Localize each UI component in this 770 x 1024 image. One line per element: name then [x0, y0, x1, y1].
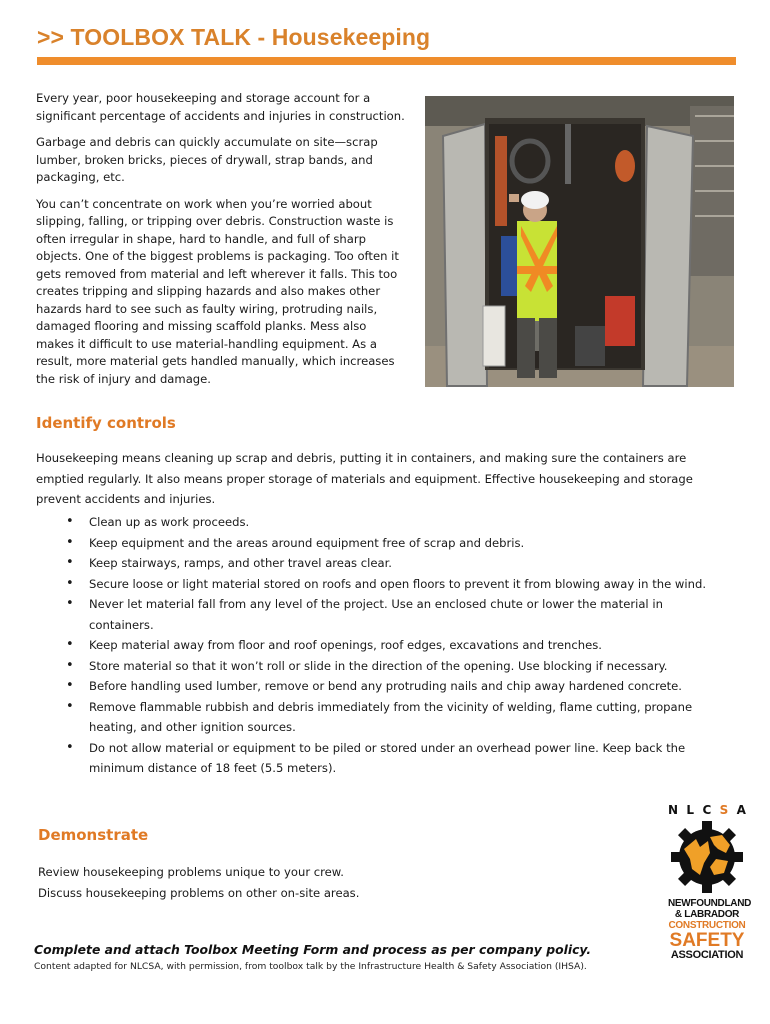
logo-letter: N: [668, 803, 679, 817]
demonstrate-line: Discuss housekeeping problems on other on-site areas.: [38, 885, 360, 900]
bullet-glyph: •: [66, 514, 74, 529]
title-underline-bar: [37, 57, 736, 65]
demonstrate-heading: Demonstrate: [38, 826, 149, 844]
intro-section: [36, 90, 406, 397]
logo-letter: C: [702, 803, 712, 817]
list-item-text: Secure loose or light material stored on roofs and open floors to prevent it from blowing away in the wind.: [89, 576, 706, 591]
list-item: [36, 697, 726, 738]
worker-storage-cabinet-photo: [425, 96, 734, 387]
bullet-glyph: •: [66, 698, 74, 714]
list-item-text: Clean up as work proceeds.: [89, 515, 250, 529]
logo-acronym: [668, 803, 746, 817]
list-item: [36, 553, 726, 574]
bullet-glyph: •: [66, 678, 74, 693]
page-title: >> TOOLBOX TALK - Housekeeping: [37, 24, 431, 50]
intro-paragraph: Every year, poor housekeeping and storage account for a significant percentage of accidents and injuries in construction.: [36, 91, 405, 123]
list-item-text: Keep equipment and the areas around equipment free of scrap and debris.: [89, 535, 525, 550]
intro-paragraph: Garbage and debris can quickly accumulate on site—scrap lumber, broken bricks, pieces of drywall, strap bands, and packaging, etc.: [36, 135, 378, 184]
bullet-glyph: •: [66, 575, 74, 591]
list-item-text: Keep material away from floor and roof openings, roof edges, excavations and trenches.: [89, 638, 602, 652]
list-item-text: Store material so that it won’t roll or slide in the direction of the opening. Use blocking if necessary.: [89, 658, 668, 673]
list-item-text: Remove flammable rubbish and debris immediately from the vicinity of welding, flame cutting, propane heating, and other ignition sources.: [89, 699, 693, 734]
bullet-glyph: •: [66, 637, 74, 652]
nlcsa-logo: [668, 803, 752, 971]
logo-letter: L: [686, 803, 695, 817]
bullet-glyph: •: [66, 739, 74, 755]
intro-paragraph: You can’t concentrate on work when you’re worried about slipping, falling, or tripping over debris. Construction waste is often irregular in shape, hard to handle, and full of sharp objects. One of the biggest problems is packaging. Too often it gets removed from material and left wherever it falls. This too creates tripping and slipping hazards and also makes other hazards hard to see such as faulty wiring, protruding nails, damaged flooring and missing scaffold planks. Mess also makes it difficult to use material-handling equipment. As a result, more material gets handled manually, which increases the risk of injury and damage.: [36, 196, 399, 386]
demonstrate-section: [38, 862, 598, 903]
logo-line: NEWFOUNDLAND: [668, 898, 752, 909]
logo-line: ASSOCIATION: [670, 949, 744, 961]
logo-letter: S: [719, 803, 729, 817]
list-item-text: Keep stairways, ramps, and other travel areas clear.: [89, 556, 392, 570]
list-item: [36, 594, 726, 635]
list-item: [36, 533, 726, 554]
logo-line: CONSTRUCTION: [668, 920, 746, 931]
bullet-glyph: •: [66, 657, 74, 673]
list-item: [36, 738, 726, 779]
logo-wordmark: [668, 898, 752, 961]
identify-controls-heading: Identify controls: [36, 414, 176, 432]
logo-line: SAFETY: [669, 930, 745, 951]
list-item: [36, 656, 726, 677]
list-item-text: Do not allow material or equipment to be piled or stored under an overhead power line. Keep back the minimum distance of 18 feet (5.5 meters).: [89, 740, 686, 775]
bullet-glyph: •: [66, 555, 74, 570]
bullet-glyph: •: [66, 596, 74, 611]
list-item: [36, 512, 726, 533]
logo-letter: A: [736, 803, 746, 817]
footer-attribution: Content adapted for NLCSA, with permission, from toolbox talk by the Infrastructure Health & Safety Association (IHSA).: [34, 961, 587, 972]
list-item: [36, 635, 726, 656]
list-item: [36, 574, 726, 595]
bullet-glyph: •: [66, 534, 74, 550]
gear-map-icon: [670, 819, 744, 895]
list-item-text: Never let material fall from any level of the project. Use an enclosed chute or lower the material in containers.: [89, 597, 663, 632]
list-item: [36, 676, 726, 697]
controls-bullet-list: [36, 512, 726, 779]
list-item-text: Before handling used lumber, remove or bend any protruding nails and chip away hardened concrete.: [89, 679, 682, 693]
demonstrate-line: Review housekeeping problems unique to your crew.: [38, 865, 344, 879]
logo-line: & LABRADOR: [674, 909, 740, 920]
controls-description: Housekeeping means cleaning up scrap and debris, putting it in containers, and making sure the containers are emptied regularly. It also means proper storage of materials and equipment. Effective housekeeping and storage prevent accidents and injuries.: [36, 451, 693, 506]
footer-instruction: Complete and attach Toolbox Meeting Form and process as per company policy.: [34, 942, 592, 957]
